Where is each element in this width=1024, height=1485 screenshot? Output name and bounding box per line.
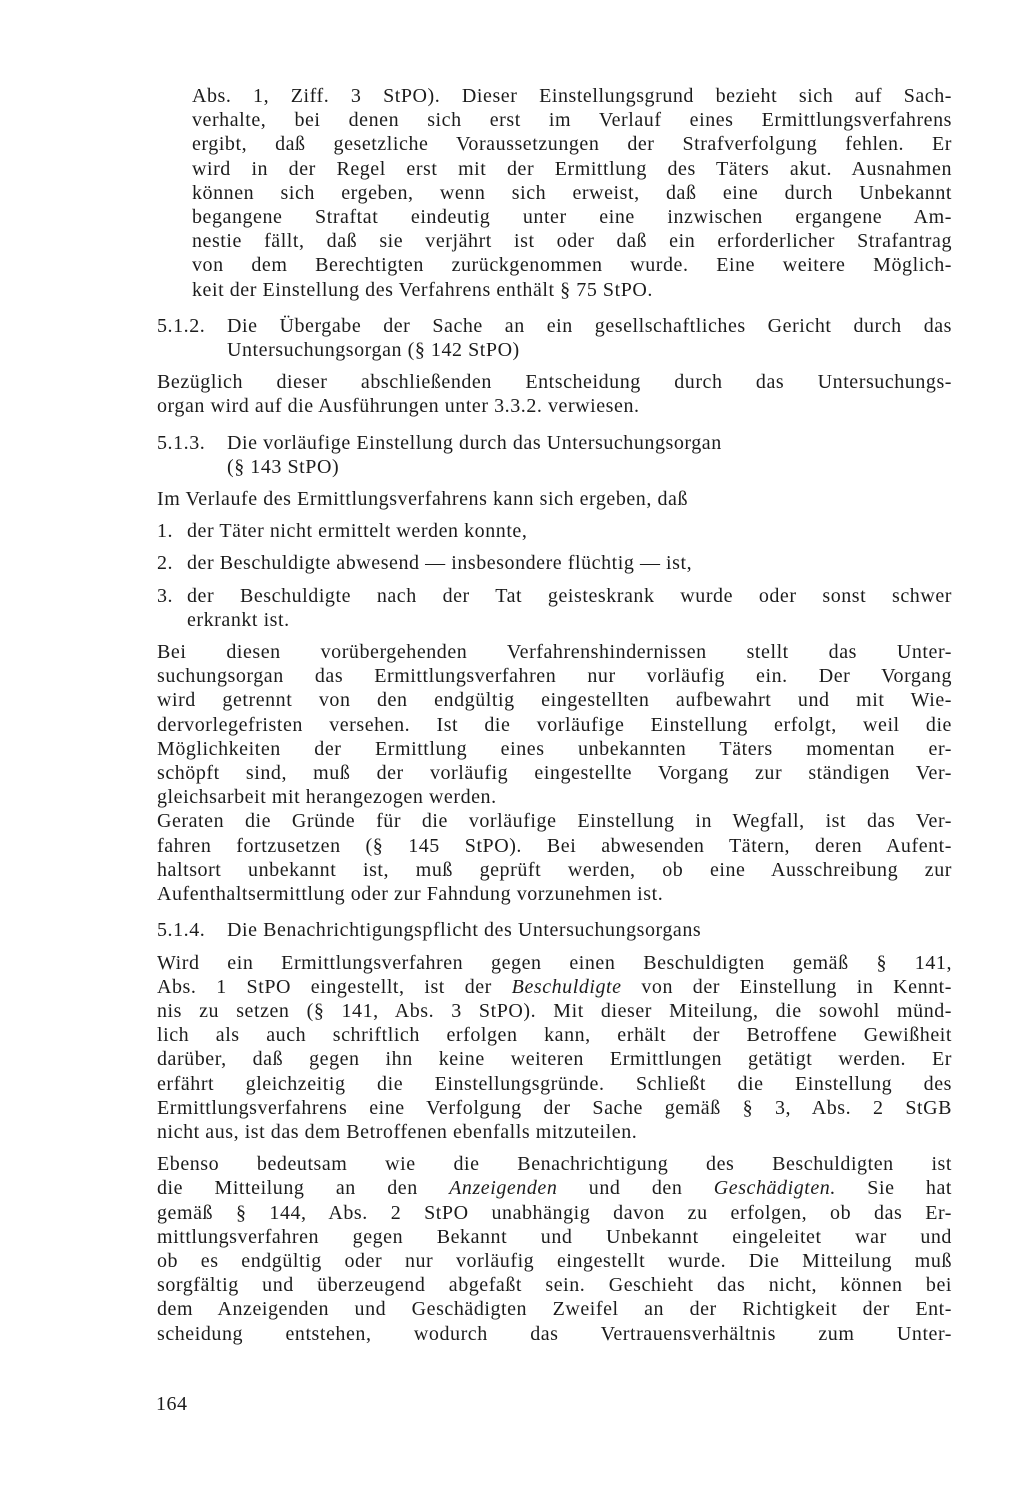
section-title: Die Benachrichtigungspflicht des Untersuchungsorgans (227, 919, 702, 942)
text-line: nicht aus, ist das dem Betroffenen ebenfalls mitzuteilen. (157, 1120, 638, 1143)
text-line: sorgfältig und überzeugend abgefaßt sein. Geschieht das nicht, können bei (157, 1274, 952, 1297)
text-line: schöpft sind, muß der vorläufig eingestellte Vorgang zur ständigen Ver- (157, 762, 952, 785)
title-line: (§ 143 StPO) (227, 455, 340, 478)
text-line: begangene Straftat eindeutig unter eine inzwischen ergangene Am- (192, 206, 952, 229)
section-5-1-2-body (157, 370, 952, 418)
list-item (157, 519, 952, 543)
text-line: wird getrennt von den endgültig eingestellten aufbewahrt und mit Wie- (157, 689, 952, 712)
emphasis-text: Beschuldigte (511, 975, 622, 998)
section-number: 5.1.4. (157, 919, 206, 942)
text-line: Im Verlaufe des Ermittlungsverfahrens kann sich ergeben, daß (157, 488, 688, 511)
title-line: Die Übergabe der Sache an ein gesellschaftliches Gericht durch das (227, 314, 952, 337)
text-line: suchungsorgan das Ermittlungsverfahren nur vorläufig ein. Der Vorgang (157, 665, 952, 688)
text-line-mixed (157, 1176, 952, 1200)
text-line: mittlungsverfahren gegen Bekannt und Unbekannt eingeleitet war und (157, 1225, 952, 1248)
text-line: lich als auch schriftlich erfolgen kann, erhält der Betroffene Gewißheit (157, 1024, 952, 1047)
section-title (227, 314, 952, 362)
section-5-1-3-lead (157, 487, 952, 511)
title-line: Untersuchungsorgan (§ 142 StPO) (227, 339, 520, 362)
list-number: 2. (157, 552, 174, 575)
text-line: erfährt gleichzeitig die Einstellungsgründe. Schließt die Einstellung des (157, 1072, 952, 1095)
text-line: dem Anzeigenden und Geschädigten Zweifel an der Richtigkeit der Ent- (157, 1298, 952, 1321)
section-5-1-4-paragraph-2 (157, 1152, 952, 1346)
text-line: wird in der Regel erst mit der Ermittlung des Täters akut. Ausnahmen (192, 157, 952, 180)
text-line: keit der Einstellung des Verfahrens enthält § 75 StPO. (192, 278, 653, 301)
title-line: Die vorläufige Einstellung durch das Untersuchungsorgan (227, 431, 722, 454)
text-line: Aufenthaltsermittlung oder zur Fahndung vorzunehmen ist. (157, 883, 664, 906)
text-line: ergibt, daß gesetzliche Voraussetzungen der Strafverfolgung fehlen. Er (192, 133, 952, 156)
list-number: 3. (157, 584, 174, 607)
text-line: können sich ergeben, wenn sich erweist, daß eine durch Unbekannt (192, 181, 952, 204)
text-line: Bezüglich dieser abschließenden Entscheidung durch das Untersuchungs- (157, 371, 952, 394)
text-line: der Täter nicht ermittelt werden konnte, (187, 520, 528, 543)
text-line: nestie fällt, daß sie verjährt ist oder daß ein erforderlicher Strafantrag (192, 230, 952, 253)
text-line: Geraten die Gründe für die vorläufige Einstellung in Wegfall, ist das Ver- (157, 810, 952, 833)
text-line: haltsort unbekannt ist, muß geprüft werden, ob eine Ausschreibung zur (157, 858, 952, 881)
text-run: und den (557, 1177, 714, 1200)
text-run: Sie hat (835, 1177, 953, 1200)
section-number: 5.1.2. (157, 314, 206, 337)
text-line: Wird ein Ermittlungsverfahren gegen einen Beschuldigten gemäß § 141, (157, 951, 952, 974)
text-line: Möglichkeiten der Ermittlung eines unbekannten Täters momentan er- (157, 737, 952, 760)
section-heading-5-1-3 (157, 431, 952, 479)
text-line: verhalte, bei denen sich erst im Verlauf eines Ermittlungsverfahrens (192, 109, 952, 132)
text-line: darüber, daß gegen ihn keine weiteren Ermittlungen getätigt werden. Er (157, 1048, 952, 1071)
text-run: Abs. 1 StPO eingestellt, ist der (157, 975, 512, 998)
intro-paragraph (157, 84, 952, 302)
page-number: 164 (156, 1393, 188, 1415)
text-line-mixed (157, 975, 952, 999)
text-line: Abs. 1, Ziff. 3 StPO). Dieser Einstellungsgrund bezieht sich auf Sach- (192, 85, 952, 107)
emphasis-text: Anzeigenden (449, 1177, 558, 1200)
text-line: nis zu setzen (§ 141, Abs. 3 StPO). Mit dieser Miteilung, die sowohl münd- (157, 999, 952, 1022)
text-line: dervorlegefristen versehen. Ist die vorläufige Einstellung erfolgt, weil die (157, 713, 952, 736)
section-number: 5.1.3. (157, 431, 206, 454)
emphasis-text: Geschädigten. (713, 1177, 836, 1200)
text-line: gemäß § 144, Abs. 2 StPO unabhängig davon zu erfolgen, ob das Er- (157, 1201, 952, 1224)
section-title (227, 431, 952, 479)
list-number: 1. (157, 520, 174, 543)
text-line: Ebenso bedeutsam wie die Benachrichtigung des Beschuldigten ist (157, 1153, 952, 1176)
text-line: Ermittlungsverfahrens eine Verfolgung der Sache gemäß § 3, Abs. 2 StGB (157, 1096, 952, 1119)
text-line: gleichsarbeit mit herangezogen werden. (157, 786, 497, 809)
text-line: fahren fortzusetzen (§ 145 StPO). Bei abwesenden Tätern, deren Aufent- (157, 834, 952, 857)
text-line: der Beschuldigte nach der Tat geisteskrank wurde oder sonst schwer (187, 584, 952, 607)
text-run: die Mitteilung an den (157, 1177, 450, 1200)
text-line: scheidung entstehen, wodurch das Vertrauensverhältnis zum Unter- (157, 1322, 952, 1345)
text-line: ob es endgültig oder nur vorläufig eingestellt wurde. Die Mitteilung muß (157, 1249, 952, 1272)
list-item (157, 551, 952, 575)
text-line: organ wird auf die Ausführungen unter 3.3.2. verwiesen. (157, 395, 640, 418)
numbered-list (157, 519, 952, 632)
section-5-1-4-paragraph-1 (157, 951, 952, 1145)
text-line: Bei diesen vorübergehenden Verfahrenshindernissen stellt das Unter- (157, 641, 952, 664)
section-heading-5-1-2 (157, 314, 952, 362)
section-5-1-3-paragraph-2 (157, 809, 952, 906)
section-heading-5-1-4 (157, 918, 952, 942)
text-run: von der Einstellung in Kennt- (621, 975, 952, 998)
list-item (157, 584, 952, 632)
text-line: der Beschuldigte abwesend — insbesondere flüchtig — ist, (187, 552, 693, 575)
text-line: von dem Berechtigten zurückgenommen wurde. Eine weitere Möglich- (192, 254, 952, 277)
section-5-1-3-paragraph-1 (157, 640, 952, 809)
book-page (157, 84, 952, 1346)
text-line: erkrankt ist. (187, 608, 290, 631)
